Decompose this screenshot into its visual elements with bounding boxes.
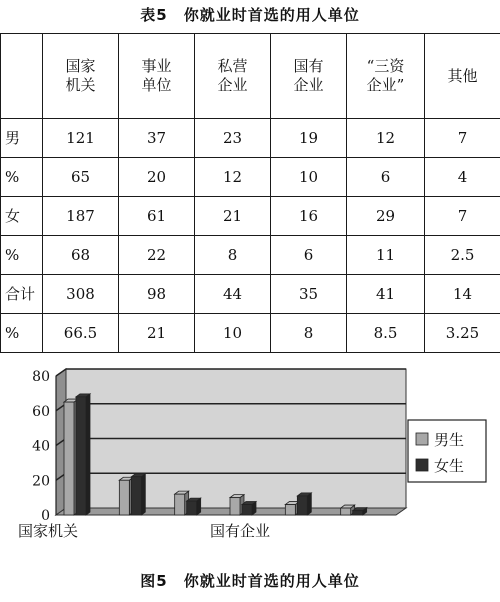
bar xyxy=(187,501,197,515)
header-cell: 私营 企业 xyxy=(195,34,271,119)
bar xyxy=(242,505,252,515)
table-cell: 308 xyxy=(43,275,119,314)
y-tick-label: 20 xyxy=(32,473,50,490)
table-cell: 21 xyxy=(119,314,195,353)
table-cell: 11 xyxy=(347,236,425,275)
table-title: 表5 你就业时首选的用人单位 xyxy=(140,6,360,24)
bar-side xyxy=(141,474,145,515)
row-label: % xyxy=(1,236,43,275)
legend-swatch xyxy=(416,459,428,471)
row-label: % xyxy=(1,158,43,197)
bar-chart-svg xyxy=(0,358,500,558)
bar xyxy=(285,505,295,515)
table-cell: 12 xyxy=(347,119,425,158)
table-cell: 10 xyxy=(195,314,271,353)
x-tick-label: 国有企业 xyxy=(210,522,271,540)
x-tick-label: 国家机关 xyxy=(18,522,79,540)
table-cell: 12 xyxy=(195,158,271,197)
table-cell: 68 xyxy=(43,236,119,275)
table-cell: 20 xyxy=(119,158,195,197)
table-row xyxy=(1,119,500,158)
header-cell: “三资 企业” xyxy=(347,34,425,119)
table-cell: 19 xyxy=(271,119,347,158)
row-label: % xyxy=(1,314,43,353)
bar-chart xyxy=(0,358,500,558)
bar xyxy=(119,480,129,515)
table-cell: 41 xyxy=(347,275,425,314)
table-cell: 4 xyxy=(425,158,500,197)
table-cell: 16 xyxy=(271,197,347,236)
employer-preference-table xyxy=(0,33,500,353)
bar xyxy=(341,508,351,515)
table-cell: 44 xyxy=(195,275,271,314)
y-tick-label: 80 xyxy=(32,369,50,385)
header-cell-corner xyxy=(1,34,43,119)
table-cell: 187 xyxy=(43,197,119,236)
bar xyxy=(297,496,307,515)
table-cell: 8 xyxy=(271,314,347,353)
table-cell: 65 xyxy=(43,158,119,197)
y-tick-label: 0 xyxy=(41,508,50,524)
table-cell: 29 xyxy=(347,197,425,236)
table-cell: 35 xyxy=(271,275,347,314)
table-cell: 6 xyxy=(271,236,347,275)
row-label: 合计 xyxy=(1,275,43,314)
y-tick-label: 60 xyxy=(32,403,50,420)
legend-label: 男生 xyxy=(434,431,465,449)
table-cell: 22 xyxy=(119,236,195,275)
header-cell: 国家 机关 xyxy=(43,34,119,119)
table-cell: 121 xyxy=(43,119,119,158)
table-cell: 2.5 xyxy=(425,236,500,275)
header-cell: 其他 xyxy=(425,34,500,119)
figure-caption: 图5 你就业时首选的用人单位 xyxy=(140,572,360,590)
y-tick-label: 40 xyxy=(32,438,50,455)
table-header-row xyxy=(1,34,500,119)
table-cell: 6 xyxy=(347,158,425,197)
bar-side xyxy=(86,394,90,515)
table-cell: 3.25 xyxy=(425,314,500,353)
legend-swatch xyxy=(416,433,428,445)
row-label: 男 xyxy=(1,119,43,158)
table-row xyxy=(1,275,500,314)
legend-label: 女生 xyxy=(434,457,465,475)
bar xyxy=(131,477,141,515)
bar xyxy=(175,494,185,515)
table-cell: 37 xyxy=(119,119,195,158)
table-row xyxy=(1,197,500,236)
bar xyxy=(64,402,74,515)
table-cell: 23 xyxy=(195,119,271,158)
table-cell: 8 xyxy=(195,236,271,275)
bar xyxy=(353,511,363,515)
table-cell: 8.5 xyxy=(347,314,425,353)
row-label: 女 xyxy=(1,197,43,236)
table-row xyxy=(1,158,500,197)
bar xyxy=(230,498,240,515)
header-cell: 国有 企业 xyxy=(271,34,347,119)
table-cell: 61 xyxy=(119,197,195,236)
table-row xyxy=(1,236,500,275)
header-cell: 事业 单位 xyxy=(119,34,195,119)
bar xyxy=(76,397,86,515)
table-cell: 7 xyxy=(425,119,500,158)
table-row xyxy=(1,314,500,353)
table-cell: 10 xyxy=(271,158,347,197)
table-cell: 98 xyxy=(119,275,195,314)
table-cell: 21 xyxy=(195,197,271,236)
bar-side xyxy=(307,493,311,515)
table-cell: 66.5 xyxy=(43,314,119,353)
table-cell: 7 xyxy=(425,197,500,236)
table-cell: 14 xyxy=(425,275,500,314)
